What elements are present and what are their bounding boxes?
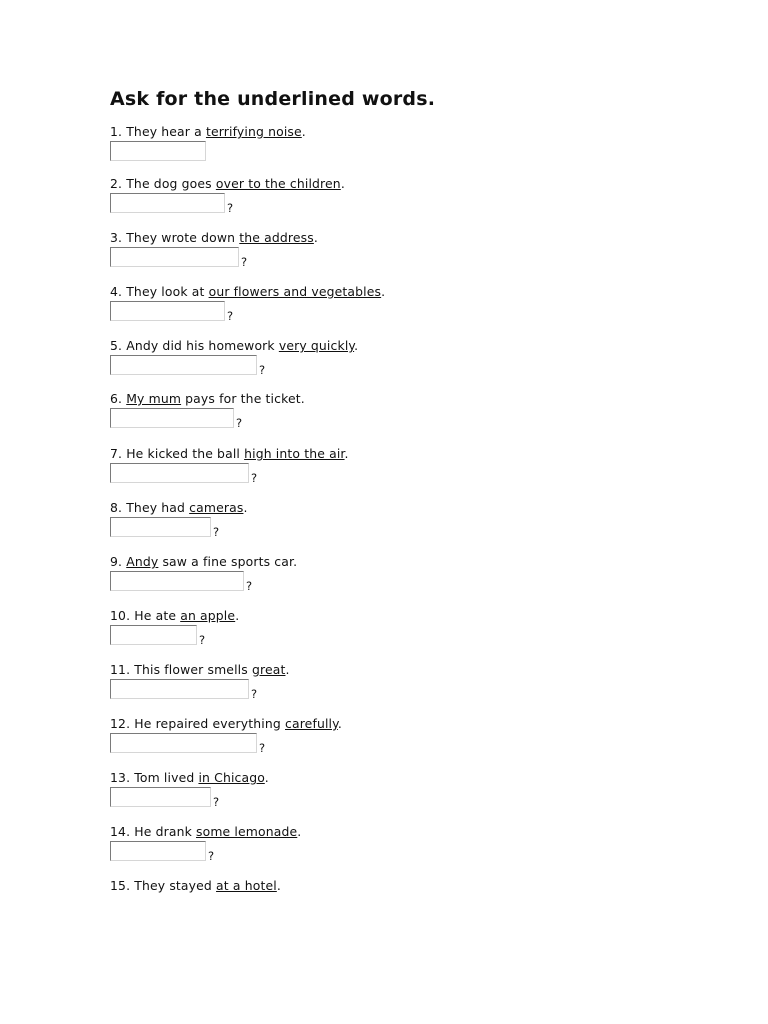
question-mark: ? <box>208 849 215 863</box>
question-number: 6. <box>110 391 123 406</box>
question-mark: ? <box>236 416 243 430</box>
question-item <box>110 608 239 654</box>
question-number: 3. <box>110 230 123 245</box>
underlined-phrase: our flowers and vegetables <box>208 284 382 299</box>
question-item <box>110 446 349 492</box>
question-text <box>110 824 301 840</box>
sentence-fragment: . <box>276 878 281 893</box>
sentence-fragment: . <box>235 608 240 623</box>
question-number: 5. <box>110 338 123 353</box>
question-item <box>110 554 297 600</box>
underlined-phrase: at a hotel <box>216 878 277 893</box>
answer-row <box>110 733 342 757</box>
question-number: 11. <box>110 662 131 677</box>
sentence-fragment: . <box>381 284 386 299</box>
question-mark: ? <box>259 363 266 377</box>
sentence-fragment: They hear a <box>126 124 206 139</box>
question-item <box>110 878 281 924</box>
question-text <box>110 284 385 300</box>
sentence-fragment: He kicked the ball <box>126 446 245 461</box>
underlined-phrase: carefully <box>285 716 338 731</box>
sentence-fragment: . <box>313 230 318 245</box>
question-text <box>110 124 306 140</box>
sentence-fragment: pays for the ticket. <box>181 391 305 406</box>
answer-input[interactable] <box>110 301 225 321</box>
question-number: 4. <box>110 284 123 299</box>
question-item <box>110 500 248 546</box>
question-text <box>110 391 305 407</box>
sentence-fragment: He repaired everything <box>134 716 285 731</box>
underlined-phrase: very quickly <box>278 338 355 353</box>
question-item <box>110 176 345 222</box>
answer-row <box>110 141 306 165</box>
question-number: 2. <box>110 176 123 191</box>
question-number: 10. <box>110 608 131 623</box>
underlined-phrase: some lemonade <box>196 824 298 839</box>
question-item <box>110 230 318 276</box>
question-number: 14. <box>110 824 131 839</box>
question-text <box>110 446 349 462</box>
answer-input[interactable] <box>110 247 239 267</box>
answer-input[interactable] <box>110 679 249 699</box>
question-item <box>110 716 342 762</box>
answer-input[interactable] <box>110 733 257 753</box>
question-mark: ? <box>251 687 258 701</box>
question-text <box>110 770 269 786</box>
sentence-fragment: They stayed <box>134 878 217 893</box>
question-item <box>110 662 290 708</box>
sentence-fragment: They look at <box>126 284 209 299</box>
question-number: 13. <box>110 770 131 785</box>
sentence-fragment: . <box>301 124 306 139</box>
sentence-fragment: He drank <box>134 824 196 839</box>
answer-row <box>110 247 318 271</box>
answer-input[interactable] <box>110 355 257 375</box>
answer-input[interactable] <box>110 571 244 591</box>
answer-input[interactable] <box>110 841 206 861</box>
sentence-fragment: The dog goes <box>126 176 216 191</box>
answer-row <box>110 301 385 325</box>
answer-row <box>110 355 358 379</box>
question-mark: ? <box>227 309 234 323</box>
question-text <box>110 338 358 354</box>
underlined-phrase: My mum <box>126 391 182 406</box>
sentence-fragment: . <box>344 446 349 461</box>
answer-row <box>110 463 349 487</box>
sentence-fragment: . <box>354 338 359 353</box>
question-text <box>110 230 318 246</box>
question-text <box>110 554 297 570</box>
question-mark: ? <box>213 525 220 539</box>
question-item <box>110 124 306 170</box>
underlined-phrase: cameras <box>189 500 244 515</box>
underlined-phrase: Andy <box>126 554 159 569</box>
answer-row <box>110 571 297 595</box>
sentence-fragment: . <box>337 716 342 731</box>
question-item <box>110 824 301 870</box>
question-mark: ? <box>199 633 206 647</box>
sentence-fragment: . <box>264 770 269 785</box>
question-mark: ? <box>227 201 234 215</box>
sentence-fragment: This flower smells <box>134 662 252 677</box>
sentence-fragment: He ate <box>134 608 181 623</box>
underlined-phrase: high into the air <box>244 446 345 461</box>
answer-input[interactable] <box>110 625 197 645</box>
sentence-fragment: Tom lived <box>134 770 199 785</box>
answer-input[interactable] <box>110 787 211 807</box>
question-text <box>110 878 281 894</box>
underlined-phrase: an apple <box>180 608 236 623</box>
sentence-fragment: . <box>285 662 290 677</box>
answer-row <box>110 408 305 432</box>
underlined-phrase: over to the children <box>215 176 341 191</box>
sentence-fragment: . <box>243 500 248 515</box>
answer-input[interactable] <box>110 193 225 213</box>
question-item <box>110 284 385 330</box>
underlined-phrase: the address <box>239 230 314 245</box>
sentence-fragment: . <box>340 176 345 191</box>
answer-row <box>110 841 301 865</box>
underlined-phrase: in Chicago <box>198 770 265 785</box>
sentence-fragment: Andy did his homework <box>126 338 279 353</box>
answer-row <box>110 787 269 811</box>
page-title: Ask for the underlined words. <box>110 88 436 110</box>
question-number: 12. <box>110 716 131 731</box>
question-text <box>110 662 290 678</box>
sentence-fragment: . <box>297 824 302 839</box>
sentence-fragment: saw a fine sports car. <box>158 554 298 569</box>
question-mark: ? <box>246 579 253 593</box>
answer-input[interactable] <box>110 141 206 161</box>
question-item <box>110 391 305 437</box>
question-number: 15. <box>110 878 131 893</box>
answer-input[interactable] <box>110 408 234 428</box>
question-text <box>110 500 248 516</box>
question-mark: ? <box>251 471 258 485</box>
question-item <box>110 770 269 816</box>
question-text <box>110 176 345 192</box>
question-number: 1. <box>110 124 123 139</box>
question-number: 9. <box>110 554 123 569</box>
answer-input[interactable] <box>110 463 249 483</box>
answer-input[interactable] <box>110 517 211 537</box>
sentence-fragment: They wrote down <box>126 230 240 245</box>
answer-row <box>110 625 239 649</box>
answer-row <box>110 517 248 541</box>
question-number: 8. <box>110 500 123 515</box>
question-text <box>110 716 342 732</box>
question-mark: ? <box>241 255 248 269</box>
underlined-phrase: great <box>251 662 286 677</box>
answer-row <box>110 193 345 217</box>
question-text <box>110 608 239 624</box>
sentence-fragment: They had <box>126 500 190 515</box>
answer-row <box>110 679 290 703</box>
question-item <box>110 338 358 384</box>
question-mark: ? <box>259 741 266 755</box>
question-mark: ? <box>213 795 220 809</box>
question-number: 7. <box>110 446 123 461</box>
underlined-phrase: terrifying noise <box>205 124 302 139</box>
